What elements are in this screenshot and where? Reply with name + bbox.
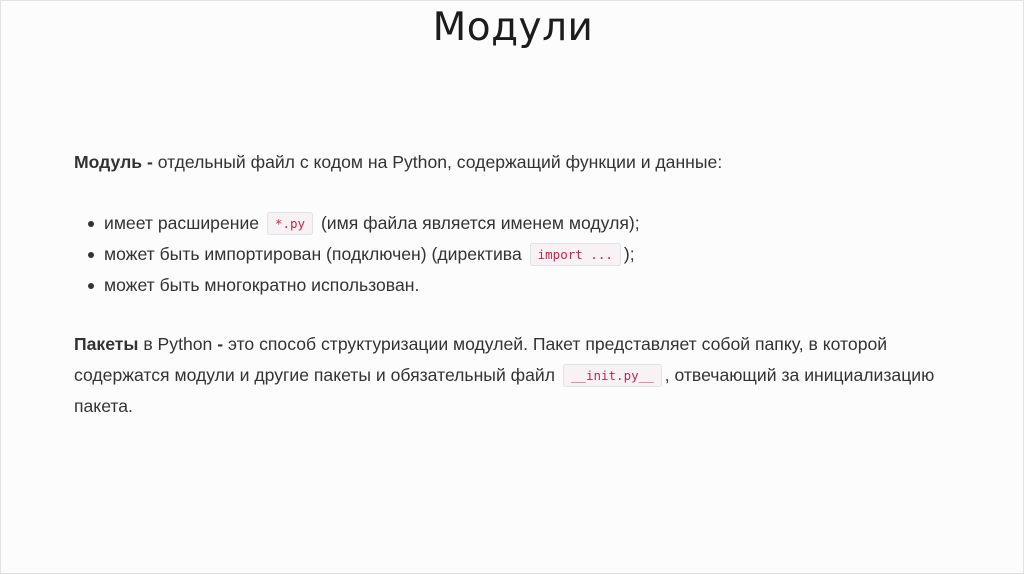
list-item-text: имеет расширение (104, 213, 264, 233)
slide-title: Модули (432, 5, 594, 50)
inline-code: import ... (530, 243, 621, 266)
inline-code: __init.py__ (563, 364, 662, 387)
bullet-icon (88, 283, 94, 289)
module-term: Модуль - (74, 152, 153, 172)
packages-paragraph (74, 329, 959, 422)
module-definition (74, 147, 974, 178)
packages-text: , отвечающий за инициализацию пакета. (74, 365, 935, 416)
list-item-text: (имя файла является именем модуля); (316, 213, 640, 233)
bullet-icon (88, 252, 94, 258)
list-item (74, 208, 974, 239)
packages-text: в Python (138, 334, 218, 354)
module-properties-list (74, 208, 974, 301)
packages-term: Пакеты (74, 334, 139, 354)
packages-text: это способ структуризации модулей. Пакет представляет собой папку, в которой содержатся модули и другие пакеты и обязательный файл (74, 334, 888, 385)
list-item-text: ); (623, 244, 635, 264)
bullet-icon (88, 221, 94, 227)
list-item (74, 239, 974, 270)
list-item (74, 270, 974, 301)
slide-content (74, 147, 974, 422)
module-definition-text: отдельный файл с кодом на Python, содержащий функции и данные: (152, 152, 723, 172)
packages-dash: - (217, 334, 224, 354)
list-item-text: может быть импортирован (подключен) (директива (104, 244, 527, 264)
list-item-text: может быть многократно использован. (104, 275, 420, 295)
inline-code: *.py (267, 212, 313, 235)
